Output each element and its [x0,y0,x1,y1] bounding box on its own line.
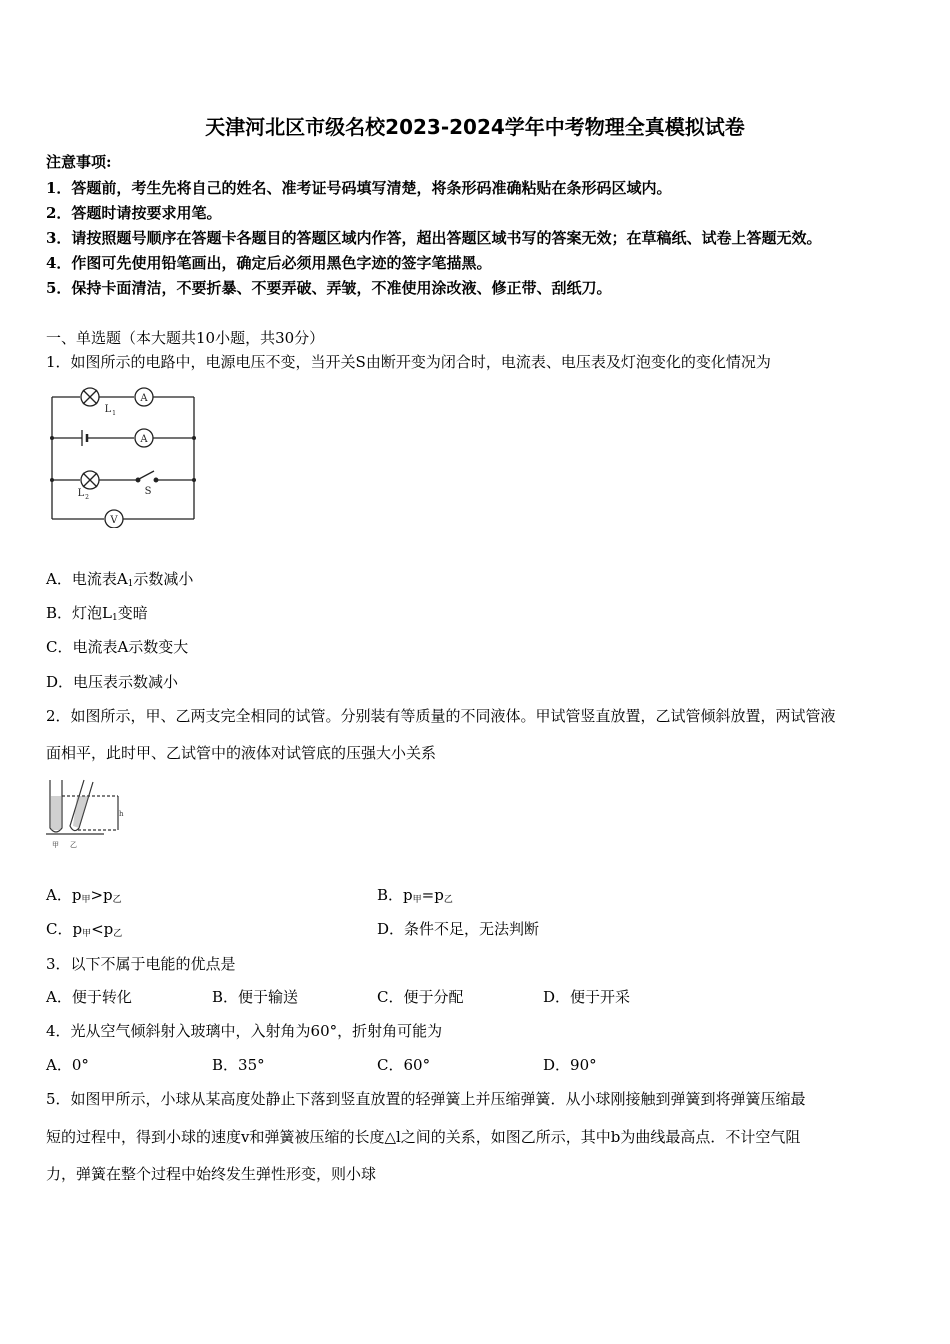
notice-item: 2．答题时请按要求用笔。 [46,204,222,222]
q4-option-a[interactable]: A．0° [46,1056,89,1074]
lamp-l1-sub: 1 [112,410,116,417]
switch-icon [139,471,154,479]
q1-option-d[interactable]: D．电压表示数减小 [46,673,179,691]
switch-label: S [144,486,152,497]
circuit-diagram [46,383,206,528]
question-5-line2: 短的过程中，得到小球的速度v和弹簧被压缩的长度△l之间的关系，如图乙所示，其中b为曲线最高点．不计空气阻 [46,1128,801,1146]
q3-option-b[interactable]: B．便于输送 [212,988,299,1006]
q1-option-b[interactable]: B．灯泡$L_1$变暗 [46,604,148,623]
tube-jia-label: 甲 [52,841,59,849]
question-5-line3: 力，弹簧在整个过程中始终发生弹性形变，则小球 [46,1165,377,1183]
notice-item: 5．保持卡面清洁，不要折暴、不要弄破、弄皱，不准使用涂改液、修正带、刮纸刀。 [46,279,612,297]
notice-item: 1．答题前，考生先将自己的姓名、准考证号码填写清楚，将条形码准确粘贴在条形码区域内。 [46,179,672,197]
q2-option-c[interactable]: C．$p_甲<p_乙$ [46,920,123,939]
question-3-stem: 3．以下不属于电能的优点是 [46,955,236,973]
q4-option-b[interactable]: B．35° [212,1056,265,1074]
q2-option-d[interactable]: D．条件不足，无法判断 [377,920,540,938]
notice-heading: 注意事项: [46,153,112,171]
q3-option-a[interactable]: A．便于转化 [46,988,132,1006]
q3-option-c[interactable]: C．便于分配 [377,988,464,1006]
q2-option-b[interactable]: B．$p_甲=p_乙$ [377,886,453,905]
q4-option-d[interactable]: D．90° [543,1056,597,1074]
question-2-stem-line2: 面相平，此时甲、乙试管中的液体对试管底的压强大小关系 [46,744,437,762]
lamp-l2-label: L [77,488,85,499]
q1-option-c[interactable]: C．电流表A示数变大 [46,638,189,656]
q4-option-c[interactable]: C．60° [377,1056,431,1074]
lamp-l1-label: L [104,404,112,415]
tube-yi-label: 乙 [70,841,77,849]
height-label: h [119,810,124,818]
notice-item: 4．作图可先使用铅笔画出，确定后必须用黑色字迹的签字笔描黑。 [46,254,492,272]
question-1-stem: 1．如图所示的电路中，电源电压不变，当开关S由断开变为闭合时，电流表、电压表及灯泡变化的变化情况为 [46,353,771,371]
notice-item: 3．请按照题号顺序在答题卡各题目的答题区域内作答，超出答题区域书写的答案无效；在草稿纸、试卷上答题无效。 [46,229,822,247]
ammeter-a1-label: A [140,393,148,404]
ammeter-a-label: A [140,434,148,445]
question-4-stem: 4．光从空气倾斜射入玻璃中，入射角为60°，折射角可能为 [46,1022,443,1040]
section-heading: 一、单选题（本大题共10小题，共30分） [46,329,325,347]
voltmeter-label: V [110,515,118,526]
question-5-line1: 5．如图甲所示，小球从某高度处静止下落到竖直放置的轻弹簧上并压缩弹簧．从小球刚接触到弹簧到将弹簧压缩最 [46,1090,806,1108]
lamp-l2-sub: 2 [85,494,89,501]
page-title: 天津河北区市级名校2023-2024学年中考物理全真模拟试卷 [205,115,745,139]
test-tubes-diagram [44,778,128,850]
q3-option-d[interactable]: D．便于开采 [543,988,631,1006]
q1-option-a[interactable]: A．电流表$A_1$示数减小 [46,570,194,589]
question-2-stem-line1: 2．如图所示，甲、乙两支完全相同的试管。分别装有等质量的不同液体。甲试管竖直放置，乙试管倾斜放置，两试管液 [46,707,836,725]
q2-option-a[interactable]: A．$p_甲>p_乙$ [46,886,122,905]
